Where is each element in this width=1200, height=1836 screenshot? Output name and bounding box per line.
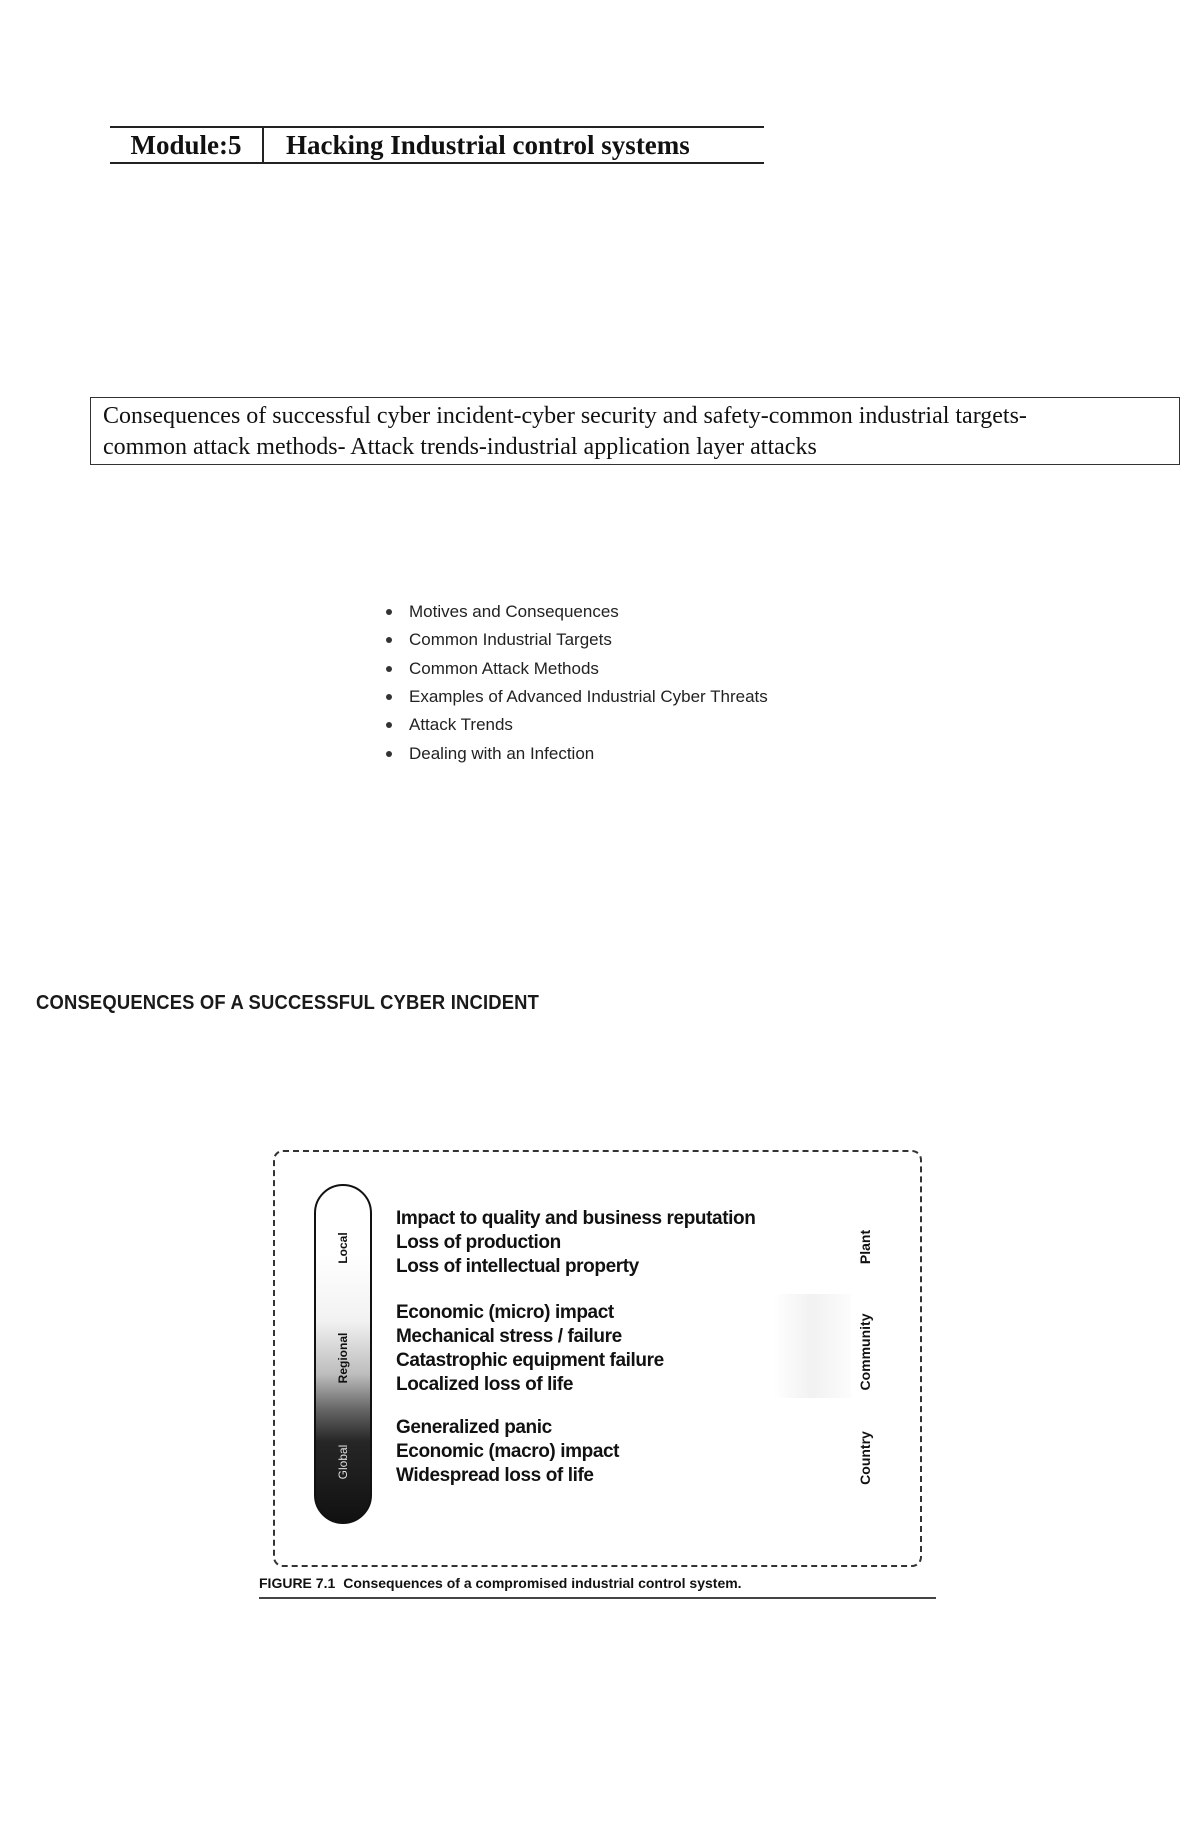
topic-item [384, 655, 768, 683]
figure-frame [273, 1150, 922, 1567]
syllabus-box [90, 397, 1180, 465]
module-header [110, 126, 764, 164]
bullet-icon [386, 694, 392, 700]
topic-list [384, 598, 768, 768]
impact-group-global [396, 1416, 619, 1488]
faint-background-patch [773, 1294, 851, 1398]
figure-caption-text: Consequences of a compromised industrial control system. [343, 1575, 742, 1591]
topic-label: Common Industrial Targets [409, 630, 612, 650]
syllabus-line: Consequences of successful cyber incident-cyber security and safety-common industrial targets- [103, 403, 1027, 429]
topic-label: Attack Trends [409, 715, 513, 735]
impact-item: Loss of production [396, 1232, 561, 1253]
topic-label: Common Attack Methods [409, 658, 599, 678]
module-title: Hacking Industrial control systems [286, 129, 690, 160]
side-label-country: Country [857, 1431, 873, 1485]
bullet-icon [386, 637, 392, 643]
bullet-icon [386, 751, 392, 757]
topic-label: Examples of Advanced Industrial Cyber Threats [409, 687, 768, 707]
impact-item: Loss of intellectual property [396, 1256, 639, 1277]
side-label-plant: Plant [857, 1229, 873, 1265]
impact-item: Catastrophic equipment failure [396, 1350, 664, 1371]
bullet-icon [386, 722, 392, 728]
side-label-community: Community [857, 1313, 873, 1391]
impact-item: Widespread loss of life [396, 1465, 594, 1486]
impact-group-regional [396, 1301, 664, 1397]
topic-item [384, 739, 768, 767]
syllabus-line: common attack methods- Attack trends-industrial application layer attacks [103, 434, 817, 460]
impact-item: Impact to quality and business reputation [396, 1208, 756, 1229]
module-number: Module:5 [110, 128, 264, 162]
scale-label-local: Local [336, 1232, 350, 1264]
topic-item [384, 711, 768, 739]
figure-caption-label: FIGURE 7.1 [259, 1575, 336, 1591]
topic-label: Motives and Consequences [409, 602, 619, 622]
figure-caption [259, 1575, 936, 1599]
impact-item: Generalized panic [396, 1417, 552, 1438]
impact-item: Economic (macro) impact [396, 1441, 620, 1462]
topic-item [384, 598, 768, 626]
scale-label-global: Global [336, 1444, 350, 1480]
bullet-icon [386, 666, 392, 672]
impact-item: Economic (micro) impact [396, 1302, 614, 1323]
topic-label: Dealing with an Infection [409, 743, 595, 763]
topic-item [384, 683, 768, 711]
impact-item: Localized loss of life [396, 1374, 574, 1395]
impact-group-local [396, 1207, 755, 1279]
scale-label-regional: Regional [336, 1332, 350, 1384]
bullet-icon [386, 609, 392, 615]
topic-item [384, 626, 768, 654]
section-heading: CONSEQUENCES OF A SUCCESSFUL CYBER INCIDENT [36, 992, 540, 1014]
impact-scale-bar [314, 1184, 372, 1524]
impact-item: Mechanical stress / failure [396, 1326, 622, 1347]
